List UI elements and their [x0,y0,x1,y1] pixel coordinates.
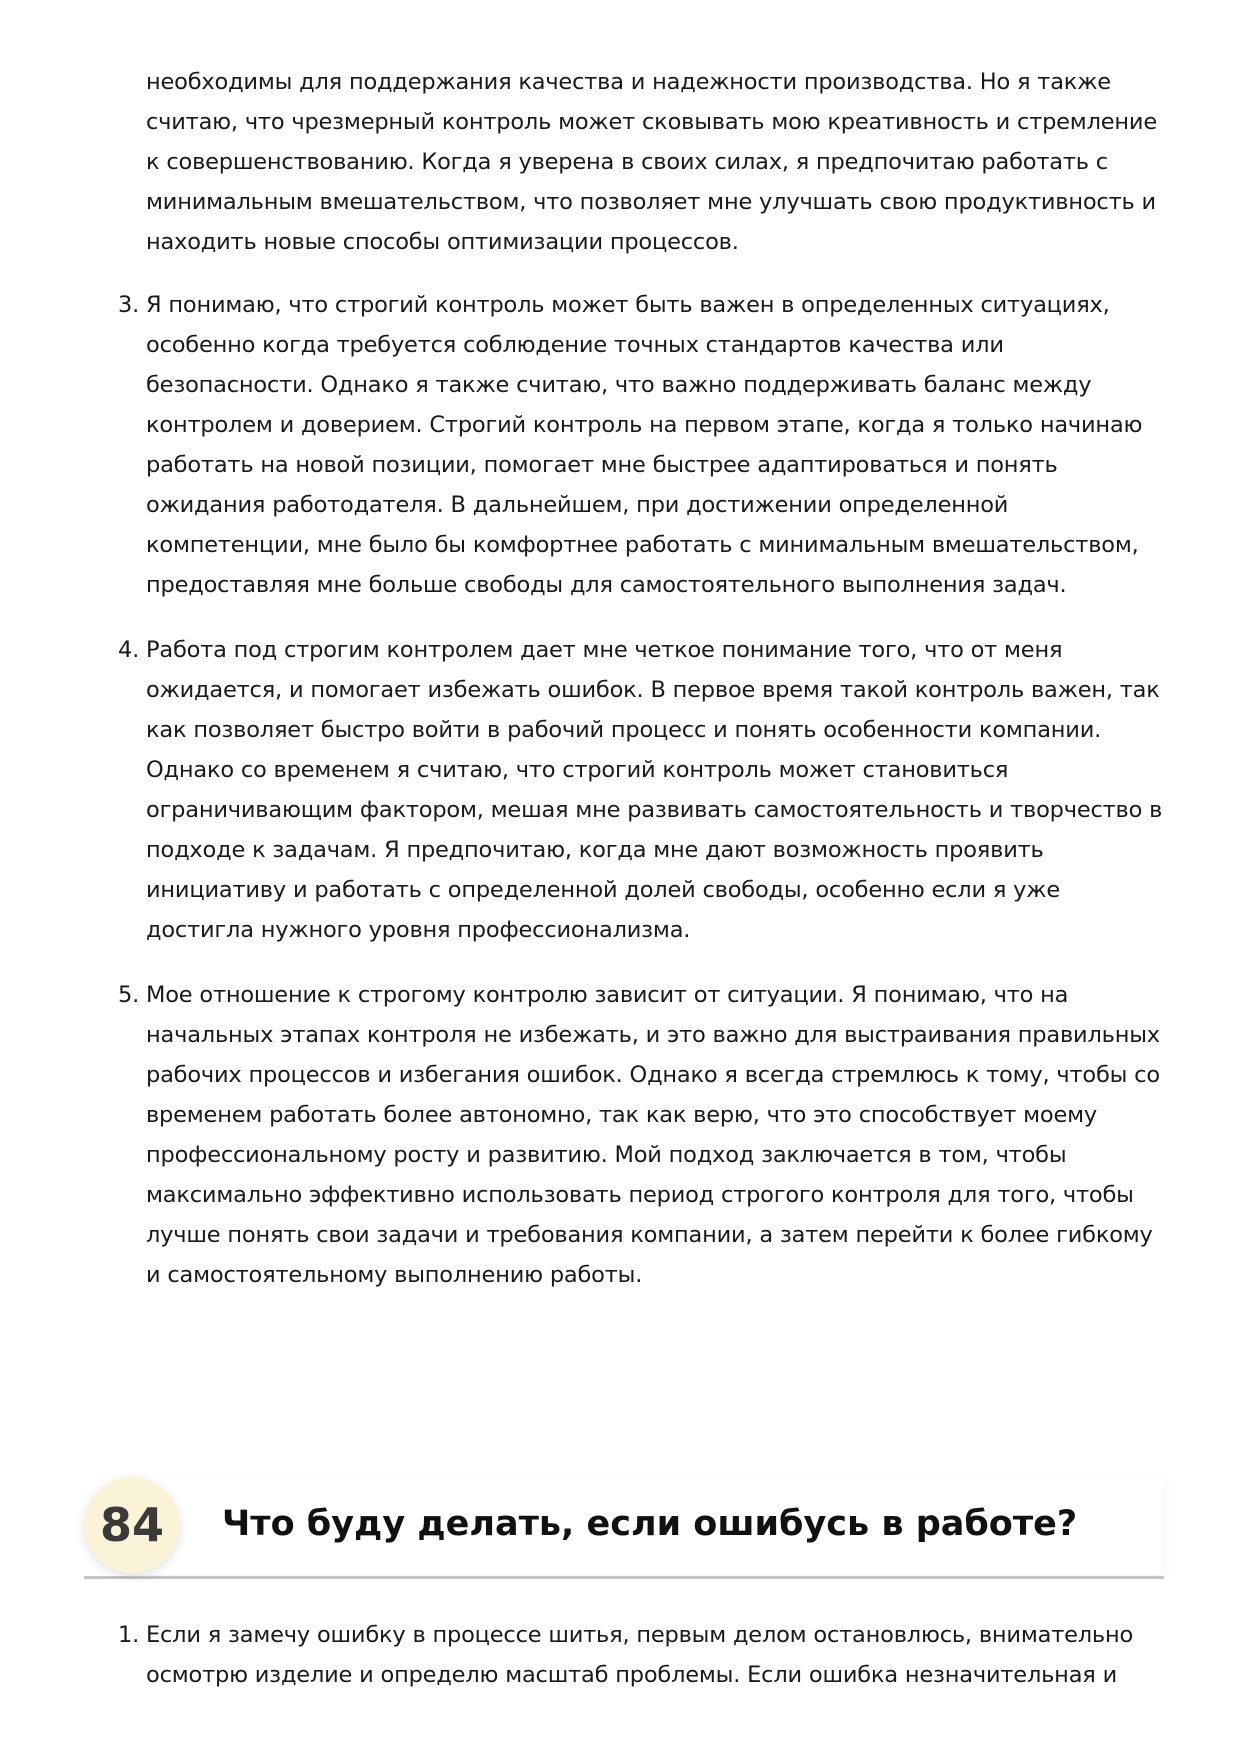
list-item-text: Я понимаю, что строгий контроль может быть важен в определенных ситуациях, особенно когда требуется соблюдение точных стандартов качества или безопасности. Однако я также считаю, что важно поддерживать баланс между контролем и доверием. Строгий контроль на первом этапе, когда я только начинаю работать на новой позиции, помогает мне быстрее адаптироваться и понять ожидания работодателя. В дальнейшем, при достижении определенной компетенции, мне было бы комфортнее работать с минимальным вмешательством, предоставляя мне больше свободы для самостоятельного выполнения задач. [146,292,1143,598]
section-title: Что буду делать, если ошибусь в работе? [222,1504,1078,1544]
list-item-text: Работа под строгим контролем дает мне четкое понимание того, что от меня ожидается, и помогает избежать ошибок. В первое время такой контроль важен, так как позволяет быстро войти в рабочий процесс и понять особенности компании. Однако со временем я считаю, что строгий контроль может становиться ограничивающим фактором, мешая мне развивать самостоятельность и творчество в подходе к задачам. Я предпочитаю, когда мне дают возможность проявить инициативу и работать с определенной долей свободы, особенно если я уже достигла нужного уровня профессионализма. [146,637,1163,943]
list-item-number: 5. [118,982,140,1008]
list-item [118,1615,1166,1695]
list-item-number: 3. [118,292,140,318]
list-item [118,285,1166,605]
list-item-number: 1. [118,1622,140,1648]
answer-list [118,285,1166,1320]
section-number-badge: 84 [84,1477,180,1573]
list-item [118,975,1166,1295]
list-item-text: Мое отношение к строгому контролю зависит от ситуации. Я понимаю, что на начальных этапах контроля не избежать, и это важно для выстраивания правильных рабочих процессов и избегания ошибок. Однако я всегда стремлюсь к тому, чтобы со временем работать более автономно, так как верю, что это способствует моему профессиональному росту и развитию. Мой подход заключается в том, чтобы максимально эффективно использовать период строгого контроля для того, чтобы лучше понять свои задачи и требования компании, а затем перейти к более гибкому и самостоятельному выполнению работы. [146,982,1160,1288]
list-item-number: 4. [118,637,140,663]
section-header [84,1475,1164,1575]
section-divider [84,1576,1164,1579]
list-item [118,630,1166,950]
list-item-text: Если я замечу ошибку в процессе шитья, первым делом остановлюсь, внимательно осмотрю изделие и определю масштаб проблемы. Если ошибка незначительная и [146,1622,1134,1688]
continuation-paragraph: необходимы для поддержания качества и надежности производства. Но я также считаю, что чрезмерный контроль может сковывать мою креативность и стремление к совершенствованию. Когда я уверена в своих силах, я предпочитаю работать с минимальным вмешательством, что позволяет мне улучшать свою продуктивность и находить новые способы оптимизации процессов. [146,69,1157,255]
next-answer-list [118,1615,1166,1720]
